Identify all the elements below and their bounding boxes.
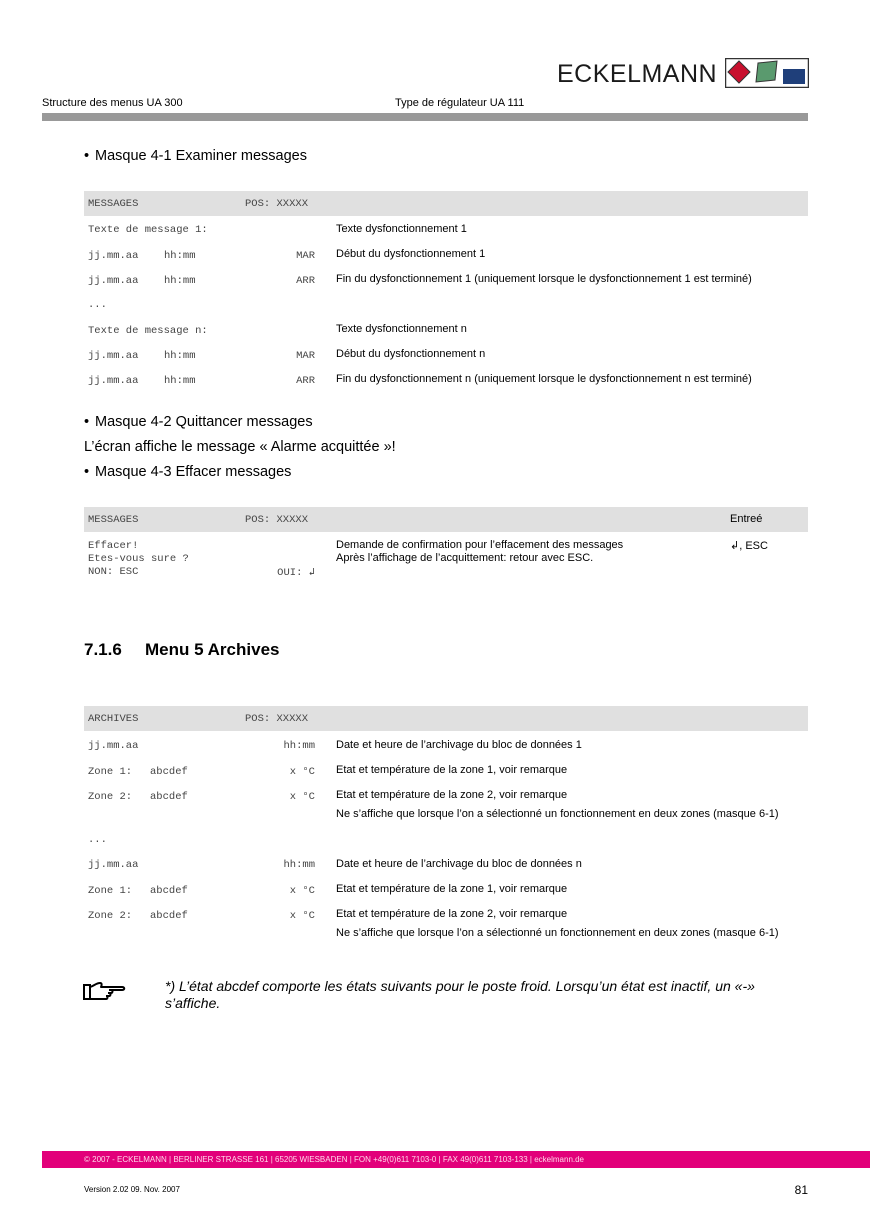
footer-bar bbox=[42, 1151, 870, 1168]
header-divider bbox=[42, 113, 808, 121]
acknowledge-text: L’écran affiche le message « Alarme acquittée »! bbox=[84, 439, 396, 455]
table-head-pos: POS: XXXXX bbox=[245, 713, 309, 725]
footer-version: Version 2.02 09. Nov. 2007 bbox=[84, 1185, 180, 1194]
note-line-1: *) L’état abcdef comporte les états suivants pour le poste froid. Lorsqu’un état est inactif, un «-» bbox=[165, 978, 755, 994]
erase-desc-2: Après l’affichage de l’acquittement: retour avec ESC. bbox=[336, 552, 594, 564]
cell-a: Texte de message n: bbox=[88, 325, 208, 337]
bullet: • bbox=[84, 464, 90, 480]
erase-line-2: Etes-vous sure ? bbox=[88, 553, 189, 565]
erase-entry: ↲, ESC bbox=[730, 540, 768, 552]
cell-desc-note: Ne s’affiche que lorsque l’on a sélectionné un fonctionnement en deux zones (masque 6-1) bbox=[336, 927, 779, 939]
bullet: • bbox=[84, 148, 90, 164]
cell-a: Texte de message 1: bbox=[88, 224, 208, 236]
cell-b: abcdef bbox=[150, 766, 188, 778]
cell-desc-note: Ne s’affiche que lorsque l’on a sélectionné un fonctionnement en deux zones (masque 6-1) bbox=[336, 808, 779, 820]
cell-a: Zone 2: bbox=[88, 910, 133, 922]
cell-c: MAR bbox=[296, 250, 315, 262]
header-left-title: Structure des menus UA 300 bbox=[42, 97, 183, 109]
cell-b: hh:mm bbox=[164, 250, 196, 262]
section-title-archives: Menu 5 Archives bbox=[145, 640, 280, 659]
table-head-label: MESSAGES bbox=[88, 198, 139, 210]
messages-table-header bbox=[84, 191, 808, 216]
archives-table-header bbox=[84, 706, 808, 731]
table-head-pos: POS: XXXXX bbox=[245, 514, 309, 526]
cell-c: MAR bbox=[296, 350, 315, 362]
cell-c: x °C bbox=[289, 791, 315, 803]
cell-a: jj.mm.aa bbox=[88, 740, 139, 752]
cell-b: hh:mm bbox=[164, 375, 196, 387]
section-title-4-2: Masque 4-2 Quittancer messages bbox=[95, 414, 313, 430]
cell-a: jj.mm.aa bbox=[88, 250, 139, 262]
cell-desc: Etat et température de la zone 1, voir remarque bbox=[336, 883, 568, 895]
table-head-entry: Entreé bbox=[730, 513, 763, 525]
cell-b: abcdef bbox=[150, 885, 188, 897]
cell-a: Zone 2: bbox=[88, 791, 133, 803]
cell-desc: Texte dysfonctionnement n bbox=[336, 323, 467, 335]
cell-desc: Etat et température de la zone 2, voir remarque bbox=[336, 789, 568, 801]
cell-b: hh:mm bbox=[164, 275, 196, 287]
cell-b: abcdef bbox=[150, 791, 188, 803]
cell-a: jj.mm.aa bbox=[88, 350, 139, 362]
cell-desc: Date et heure de l’archivage du bloc de données 1 bbox=[336, 739, 582, 751]
section-title-4-1: Masque 4-1 Examiner messages bbox=[95, 148, 307, 164]
footer-bar-text: © 2007 - ECKELMANN | BERLINER STRASSE 161 | 65205 WIESBADEN | FON +49(0)611 7103-0 | FAX 49(0)611 7103-133 | eckelmann.de bbox=[84, 1155, 585, 1164]
table-head-pos: POS: XXXXX bbox=[245, 198, 309, 210]
cell-c: ARR bbox=[296, 375, 315, 387]
cell-a: jj.mm.aa bbox=[88, 275, 139, 287]
cell-desc: Début du dysfonctionnement n bbox=[336, 348, 486, 360]
cell-b: hh:mm bbox=[164, 350, 196, 362]
cell-c: x °C bbox=[289, 910, 315, 922]
table-head-label: MESSAGES bbox=[88, 514, 139, 526]
cell-c: x °C bbox=[289, 885, 315, 897]
header-center-title: Type de régulateur UA 111 bbox=[395, 97, 525, 109]
cell-desc: Date et heure de l’archivage du bloc de données n bbox=[336, 858, 582, 870]
cell-a: jj.mm.aa bbox=[88, 859, 139, 871]
erase-line-1: Effacer! bbox=[88, 540, 139, 552]
note-line-2: s’affiche. bbox=[165, 995, 221, 1011]
cell-a: jj.mm.aa bbox=[88, 375, 139, 387]
cell-desc: Début du dysfonctionnement 1 bbox=[336, 248, 486, 260]
section-number: 7.1.6 bbox=[84, 640, 122, 659]
erase-table-header bbox=[84, 507, 808, 532]
section-title-4-3: Masque 4-3 Effacer messages bbox=[95, 464, 292, 480]
cell-a: ... bbox=[88, 834, 107, 846]
page-number: 81 bbox=[794, 1183, 808, 1197]
cell-desc: Fin du dysfonctionnement n (uniquement lorsque le dysfonctionnement n est terminé) bbox=[336, 373, 752, 385]
eckelmann-logo-icon bbox=[725, 58, 809, 88]
cell-c: x °C bbox=[289, 766, 315, 778]
erase-desc-1: Demande de confirmation pour l’effacement des messages bbox=[336, 539, 624, 551]
logo-wordmark: ECKELMANN bbox=[557, 60, 718, 88]
cell-desc: Etat et température de la zone 1, voir remarque bbox=[336, 764, 568, 776]
cell-a: Zone 1: bbox=[88, 885, 133, 897]
cell-a: ... bbox=[88, 299, 107, 311]
erase-oui: OUI: ↲ bbox=[277, 567, 315, 579]
cell-c: ARR bbox=[296, 275, 315, 287]
cell-desc: Fin du dysfonctionnement 1 (uniquement lorsque le dysfonctionnement 1 est terminé) bbox=[336, 273, 752, 285]
table-head-label: ARCHIVES bbox=[88, 713, 139, 725]
cell-desc: Etat et température de la zone 2, voir remarque bbox=[336, 908, 568, 920]
pointing-hand-icon bbox=[82, 980, 128, 1002]
bullet: • bbox=[84, 414, 90, 430]
cell-c: hh:mm bbox=[283, 740, 315, 752]
cell-b: abcdef bbox=[150, 910, 188, 922]
cell-c: hh:mm bbox=[283, 859, 315, 871]
cell-a: Zone 1: bbox=[88, 766, 133, 778]
erase-line-3: NON: ESC bbox=[88, 566, 139, 578]
cell-desc: Texte dysfonctionnement 1 bbox=[336, 223, 467, 235]
